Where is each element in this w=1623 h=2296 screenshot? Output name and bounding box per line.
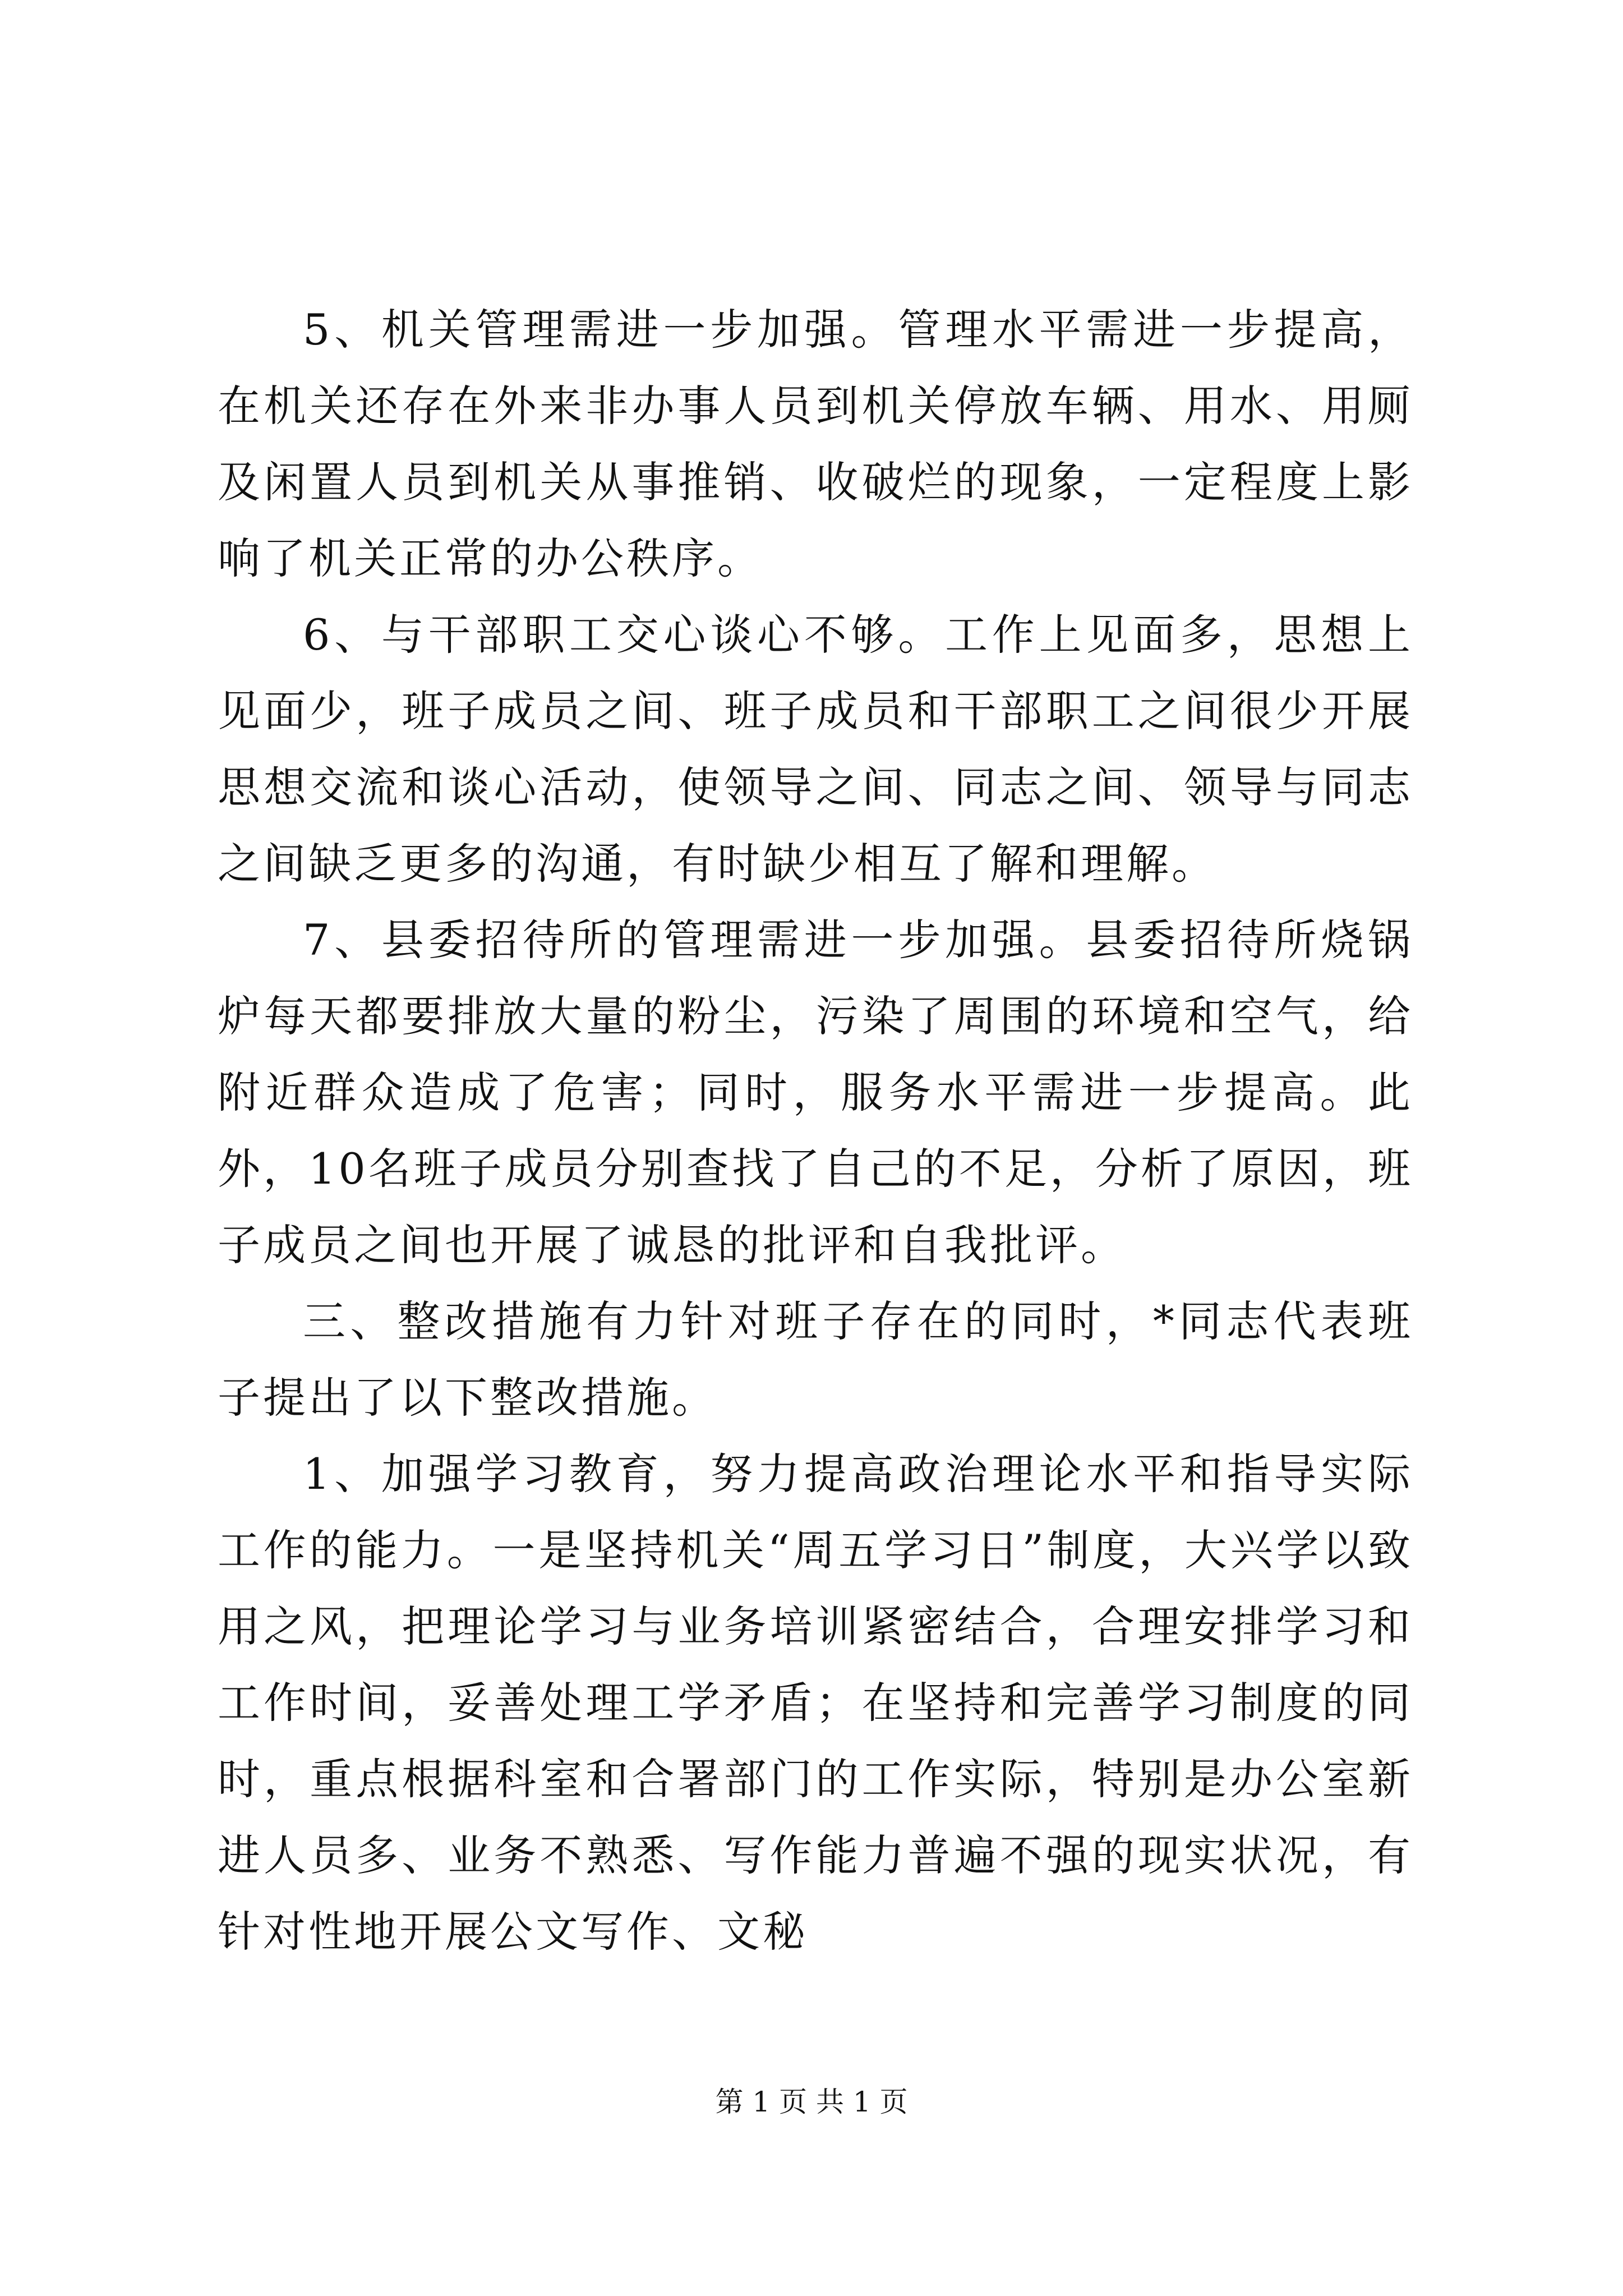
paragraph-item-7-guesthouse: 7、县委招待所的管理需进一步加强。县委招待所烧锅炉每天都要排放大量的粉尘，污染了周围的环境和空气，给附近群众造成了危害；同时，服务水平需进一步提高。此外，10名班子成员分别查找了自己的不足，分析了原因，班子成员之间也开展了诚恳的批评和自我批评。: [218, 915, 1413, 1270]
section-heading-rectification: 三、整改措施有力针对班子存在的同时，*同志代表班子提出了以下整改措施。: [218, 1296, 1413, 1423]
paragraph-item-6-communication: 6、与干部职工交心谈心不够。工作上见面多，思想上见面少，班子成员之间、班子成员和干部职工之间很少开展思想交流和谈心活动，使领导之间、同志之间、领导与同志之间缺乏更多的沟通，有时缺少相互了解和理解。: [218, 610, 1413, 889]
page-footer: 第 1 页 共 1 页: [715, 2086, 908, 2118]
paragraph-item-5-management: 5、机关管理需进一步加强。管理水平需进一步提高，在机关还存在外来非办事人员到机关停放车辆、用水、用厕及闲置人员到机关从事推销、收破烂的现象，一定程度上影响了机关正常的办公秩序。: [218, 305, 1413, 583]
document-body: [218, 292, 1413, 1970]
paragraph-measure-1-study: 1、加强学习教育，努力提高政治理论水平和指导实际工作的能力。一是坚持机关“周五学习日”制度，大兴学以致用之风，把理论学习与业务培训紧密结合，合理安排学习和工作时间，妥善处理工学矛盾；在坚持和完善学习制度的同时，重点根据科室和合署部门的工作实际，特别是办公室新进人员多、业务不熟悉、写作能力普遍不强的现实状况，有针对性地开展公文写作、文秘: [218, 1449, 1413, 1957]
